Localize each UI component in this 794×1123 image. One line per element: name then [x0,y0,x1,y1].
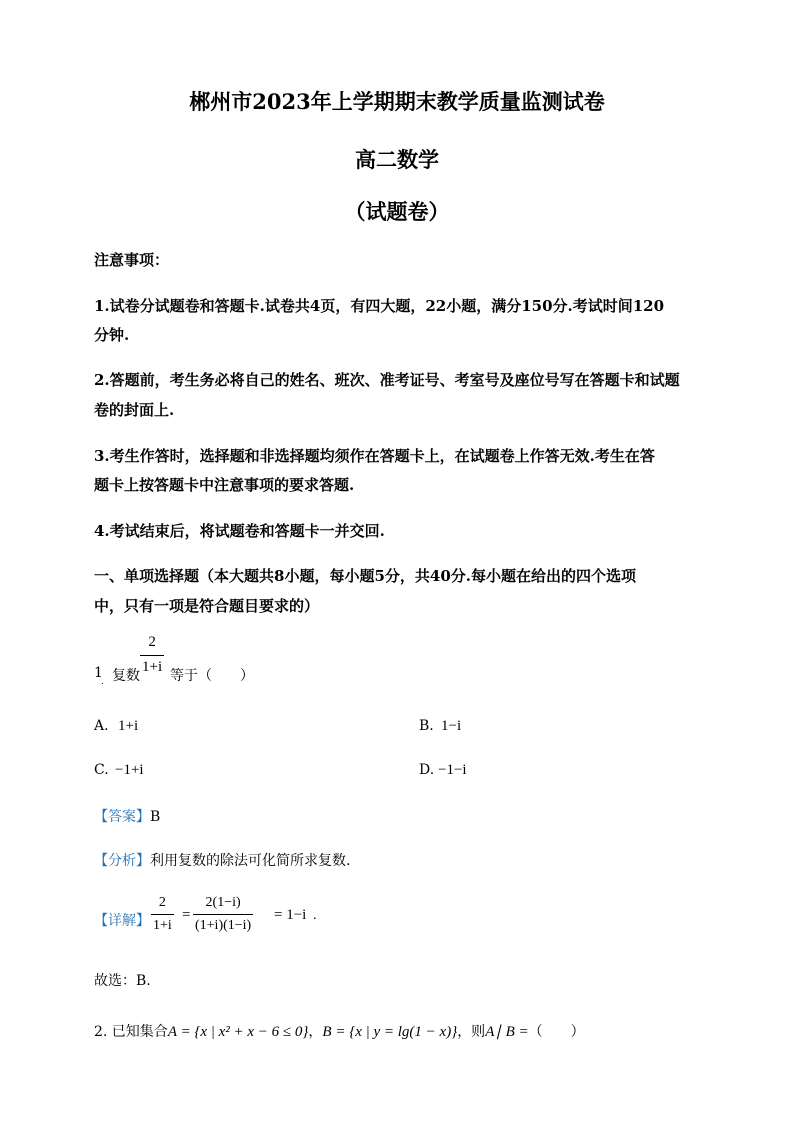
notice-item-3-line-2: 题卡上按答题卡中注意事项的要求答题. [94,476,355,494]
q2-set-a: A = {x | x² + x − 6 ≤ 0} [167,1024,309,1040]
notice-item-2-line-1: 2.答题前，考生务必将自己的姓名、班次、准考证号、考室号及座位号写在答题卡和试题 [94,371,680,389]
detail-fraction-1-numerator: 2 [158,895,166,910]
q1-option-b-value: 1−i [441,718,462,734]
q1-option-c-value: −1+i [115,762,144,778]
detail-result: = 1−i [274,907,307,923]
q1-number: 1 [94,665,103,681]
q1-conclusion: 故选：B. [94,973,151,989]
q1-option-d-label: D. [419,762,435,778]
detail-fraction-2-numerator: 2(1−i) [205,895,241,910]
q1-analysis [94,850,350,870]
q1-fraction-numerator: 2 [148,634,156,650]
q1-option-c-label: C. [94,762,109,778]
q2-blank: （ ） [528,1024,585,1040]
q1-option-d-value: −1−i [438,762,467,778]
detail-fraction-2 [193,895,253,934]
notice-heading: 注意事项： [94,251,170,269]
detail-fraction-2-denominator: (1+i)(1−i) [193,914,253,934]
q1-fraction [140,634,164,676]
notice-item-1-line-2: 分钟. [94,326,130,344]
q2-prefix: 2. 已知集合 [94,1024,168,1040]
section-1-heading-line-1: 一、单项选择题（本大题共8小题，每小题5分，共40分.每小题在给出的四个选项 [94,567,636,585]
notice-item-4: 4.考试结束后，将试题卷和答题卡一并交回. [94,522,385,540]
q1-answer [94,806,160,826]
answer-tag: 【答案】 [94,809,150,825]
paper-subtitle: （试题卷） [344,199,450,224]
detail-fraction-1 [151,895,174,934]
q2-comma: ， [308,1024,323,1040]
notice-item-3-line-1: 3.考生作答时，选择题和非选择题均须作在答题卡上，在试题卷上作答无效.考生在答 [94,447,655,465]
section-1-heading-line-2: 中，只有一项是符合题目要求的） [94,597,320,615]
detail-fraction-1-denominator: 1+i [151,914,174,934]
q1-number-dot: . [101,677,104,687]
detail-period: . [313,908,317,923]
q2-expression: A∣ B = [485,1024,529,1040]
subject-title: 高二数学 [355,147,439,172]
detail-tag: 【详解】 [94,913,150,929]
analysis-tag: 【分析】 [94,853,150,869]
detail-equals-1: = [182,907,191,923]
q1-option-a-value: 1+i [118,718,139,734]
q1-option-b-label: B. [419,718,434,734]
exam-title: 郴州市2023年上学期期末教学质量监测试卷 [189,89,605,114]
answer-value: B [150,809,161,825]
q2-stem [94,1021,585,1041]
analysis-text: 利用复数的除法可化简所求复数. [150,853,351,869]
q2-suffix: ，则 [457,1024,486,1040]
q2-set-b: B = {x | y = lg(1 − x)} [322,1024,458,1040]
q1-fraction-denominator: 1+i [140,655,164,676]
notice-item-1-line-1: 1.试卷分试题卷和答题卡.试卷共4页，有四大题，22小题，满分150分.考试时间120 [94,297,665,315]
notice-item-2-line-2: 卷的封面上. [94,401,175,419]
q1-suffix: 等于（ ） [170,668,254,684]
q1-prefix: 复数 [112,668,140,684]
q1-option-a-label: A. [94,718,109,734]
